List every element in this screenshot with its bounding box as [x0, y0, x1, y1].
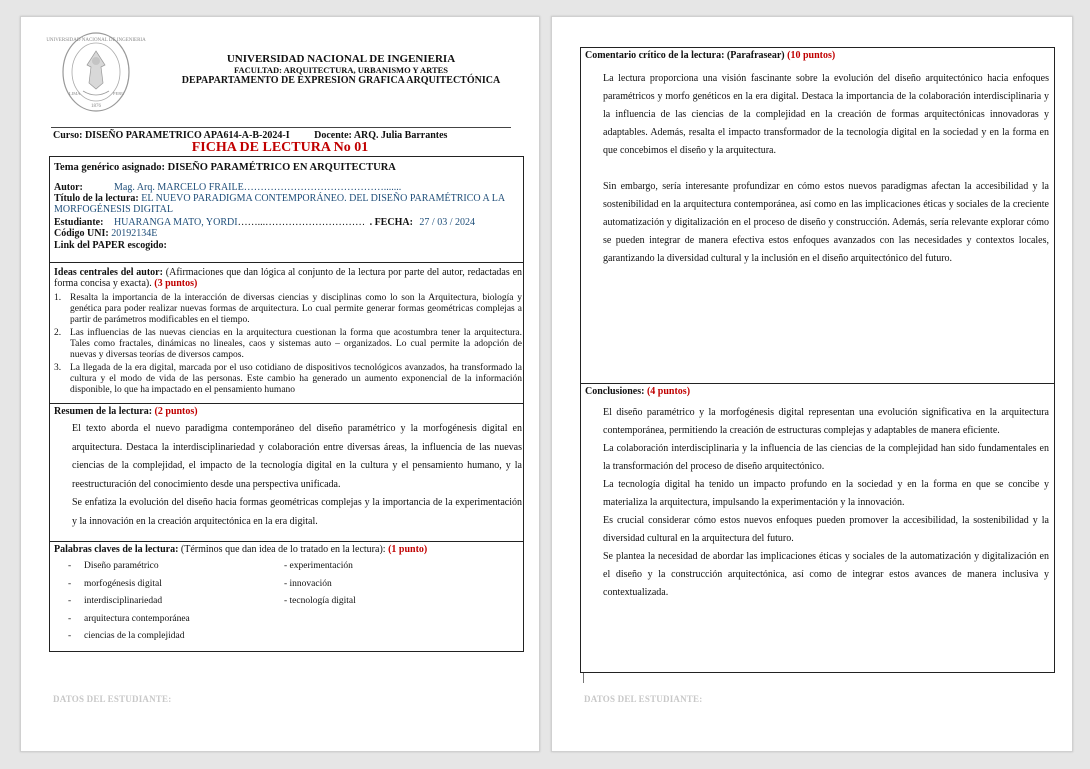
seal-text: UNIVERSIDAD NACIONAL DE INGENIERIA [46, 38, 146, 43]
comentario-heading [585, 50, 835, 61]
reading-form-continued [580, 47, 1055, 673]
keyword-item: - arquitectura contemporánea [68, 613, 190, 624]
estudiante-line [54, 217, 475, 228]
docente-label: Docente: [314, 130, 352, 141]
keyword-item: - innovación [284, 578, 332, 589]
conclusiones-points: (4 puntos) [646, 386, 691, 397]
university-seal-icon [46, 31, 146, 113]
idea-number: 1. [54, 293, 62, 303]
estudiante-dots: ……...………………………… [237, 217, 366, 228]
idea-text: Resalta la importancia de la interacción de diversas ciencias y disciplinas como lo son la Arquitectura, biología y genética para poder realizar nuevas formas de arquitectura. Lo cual permite generar formas geométricas complejas a partir de parámetros modificables en el tiempo. [70, 293, 522, 325]
ideas-desc: (Afirmaciones que dan lógica al conjunto de la lectura por parte del autor, redactadas en forma concisa y exacta). [54, 267, 523, 289]
codigo-label: Código UNI: [54, 228, 109, 239]
conclusion-paragraph: Se plantea la necesidad de abordar las implicaciones éticas y sociales de la automatización y digitalización en el diseño y la construcción arquitectónica, así como de integrar estos avances de manera inclusiva y contextualizada. [603, 551, 1049, 598]
keyword-item: - interdisciplinariedad [68, 596, 163, 606]
student-data-footer: DATOS DEL ESTUDIANTE: [53, 694, 172, 704]
fecha-value: 27 / 03 / 2024 [419, 217, 475, 228]
text-cursor[interactable] [583, 673, 584, 683]
curso-label: Curso: [53, 130, 83, 141]
idea-number: 3. [54, 363, 62, 373]
student-data-footer: DATOS DEL ESTUDIANTE: [584, 694, 703, 704]
ideas-section [50, 263, 523, 404]
curso-value: DISEÑO PARAMETRICO APA614-A-B-2024-I [84, 130, 290, 141]
keyword-text: morfogénesis digital [84, 578, 162, 589]
keyword-item: - ciencias de la complejidad [68, 631, 185, 641]
codigo-value: 20192134E [111, 228, 158, 239]
keywords-column-2 [284, 558, 356, 611]
ideas-list [54, 293, 522, 398]
ficha-title: FICHA DE LECTURA No 01 [191, 140, 369, 155]
autor-line [54, 182, 402, 193]
conclusion-paragraph: La colaboración interdisciplinaria y la influencia de las ciencias de la complejidad han sido fundamentales en la transformación del proceso de diseño arquitectónico. [603, 443, 1049, 472]
seal-left-text: LIMA [69, 91, 81, 96]
keyword-item: - morfogénesis digital [68, 578, 162, 589]
titulo-label: Título de la lectura: [54, 193, 139, 204]
keyword-text: interdisciplinariedad [84, 596, 163, 606]
keywords-column-1 [68, 558, 190, 646]
comentario-points: (10 puntos) [787, 50, 836, 61]
keyword-text: Diseño paramétrico [84, 561, 159, 571]
keywords-desc: (Términos que dan idea de lo tratado en la lectura): [180, 544, 386, 555]
resumen-points: (2 puntos) [154, 406, 198, 417]
idea-item [54, 328, 522, 361]
resumen-paragraph: Se enfatiza la evolución del diseño hacia formas geométricas complejas y la importancia de la experimentación y la innovación en la creación arquitectónica en la era digital. [72, 497, 522, 527]
conclusion-paragraph: El diseño paramétrico y la morfogénesis digital representan una evolución significativa en la arquitectura contemporánea, permitiendo la creación de estructuras complejas y adaptables de manera eficiente. [603, 407, 1049, 436]
idea-text: Las influencias de las nuevas ciencias en la arquitectura cuestionan la forma que acostumbra tener la arquitectura. Tales como fractales, dinámicas no lineales, caos y sistemas auto – organizados. Lo cual permite la adopción de nuevas y diversas teorías de diversos campos. [70, 328, 522, 360]
autor-label: Autor: [54, 182, 83, 193]
keywords-heading [54, 544, 427, 555]
header-divider [51, 127, 511, 128]
department-name: DEPAPARTAMENTO DE EXPRESION GRAFICA ARQUITECTÓNICA [181, 75, 501, 86]
ideas-heading [54, 267, 522, 289]
conclusiones-section [581, 384, 1054, 674]
resumen-label: Resumen de la lectura: [54, 406, 153, 417]
resumen-heading [54, 406, 198, 417]
keywords-label: Palabras claves de la lectura: [54, 544, 179, 555]
titulo-value: EL NUEVO PARADIGMA CONTEMPORÁNEO. DEL DISEÑO PARAMÉTRICO A LA MORFOGÉNESIS DIGITAL [54, 193, 505, 215]
ideas-label: Ideas centrales del autor: [54, 267, 163, 278]
comentario-section [581, 48, 1054, 384]
conclusion-paragraph: Es crucial considerar cómo estos nuevos enfoques pueden promover la accesibilidad, la sostenibilidad y la diversidad cultural en la arquitectura del futuro. [603, 515, 1049, 544]
conclusiones-heading [585, 386, 690, 397]
university-name: UNIVERSIDAD NACIONAL DE INGENIERIA [226, 53, 456, 65]
document-page-1 [20, 16, 540, 752]
faculty-name: FACULTAD: ARQUITECTURA, URBANISMO Y ARTES [233, 65, 449, 75]
comentario-body [603, 70, 1049, 286]
resumen-body [72, 420, 522, 531]
conclusion-paragraph: La tecnología digital ha tenido un impacto profundo en la sociedad y en la forma en que se concibe y materializa la arquitectura, impulsando la experimentación y la innovación. [603, 479, 1049, 508]
seal-year: 1876 [91, 104, 101, 109]
docente-value: ARQ. Julia Barrantes [353, 130, 448, 141]
tema-value: DISEÑO PARAMÉTRICO EN ARQUITECTURA [167, 162, 396, 173]
document-header [151, 53, 531, 87]
info-section [50, 157, 523, 263]
fecha-label: . FECHA: [369, 217, 413, 228]
link-label: Link del PAPER escogido: [54, 240, 167, 251]
resumen-section [50, 404, 523, 542]
comentario-paragraph: La lectura proporciona una visión fascinante sobre la evolución del diseño arquitectónico hacia enfoques paramétricos y morfo genéticos en la era digital. Destaca la importancia de la colaboración interdisciplinaria y la influencia de las ciencias de la complejidad en la creación de formas arquitectónicas innovadoras y adaptables. Además, resalta el impacto transformador de la tecnología digital en la sociedad y en la forma en que concebimos el diseño y la arquitectura. [603, 73, 1049, 156]
tema-line [54, 162, 396, 173]
tema-label: Tema genérico asignado: [54, 162, 166, 173]
keyword-item: - Diseño paramétrico [68, 561, 159, 571]
autor-value: Mag. Arq. MARCELO FRAILE……………………………………....... [114, 182, 402, 193]
document-page-2 [551, 16, 1073, 752]
idea-item [54, 293, 522, 326]
seal-right-text: PERU [113, 91, 125, 96]
conclusiones-label: Conclusiones: [585, 386, 645, 397]
estudiante-label: Estudiante: [54, 217, 104, 228]
conclusiones-body [603, 404, 1049, 602]
keyword-item: - experimentación [284, 561, 353, 571]
reading-form [49, 156, 524, 652]
estudiante-value: HUARANGA MATO, YORDI [113, 217, 238, 228]
keyword-item: - tecnología digital [284, 596, 356, 606]
codigo-line [54, 228, 157, 239]
resumen-paragraph: El texto aborda el nuevo paradigma contemporáneo del diseño paramétrico y la morfogénesis digital en arquitectura. Destaca la interdisciplinariedad y colaboración entre diversas áreas, la influencia de las nuevas ciencias de la complejidad, el impacto de la tecnología digital en la cultura y el pensamiento humano, y la reestructuración del conocimiento desde una perspectiva unificada. [72, 423, 522, 490]
titulo-line [54, 193, 522, 215]
idea-number: 2. [54, 328, 62, 338]
keywords-section [50, 542, 523, 652]
ideas-points: (3 puntos) [154, 278, 198, 289]
keyword-text: arquitectura contemporánea [84, 613, 190, 624]
keyword-text: ciencias de la complejidad [84, 631, 185, 641]
keywords-points: (1 punto) [388, 544, 428, 555]
idea-text: La llegada de la era digital, marcada por el uso cotidiano de dispositivos tecnológicos avanzados, ha transformado la cultura y el modo de vida de las personas. Este cambio ha generado un aumento exponencial de la información disponible, lo que ha impactado en el pensamiento humano [70, 363, 522, 395]
comentario-label: Comentario crítico de la lectura: (Parafrasear) [585, 50, 785, 61]
comentario-paragraph: Sin embargo, sería interesante profundizar en cómo estos nuevos paradigmas afectan la accesibilidad y la sostenibilidad en la arquitectura contemporánea, así como en las implicaciones éticas y sociales de la creciente automatización y digitalización en el proceso de diseño y construcción. Además, sería relevante explorar cómo se pueden integrar de manera efectiva estos enfoques avanzados con las necesidades y contextos locales, garantizando la diversidad cultural y la inclusión en el diseño arquitectónico del futuro. [603, 181, 1049, 264]
idea-item [54, 363, 522, 396]
